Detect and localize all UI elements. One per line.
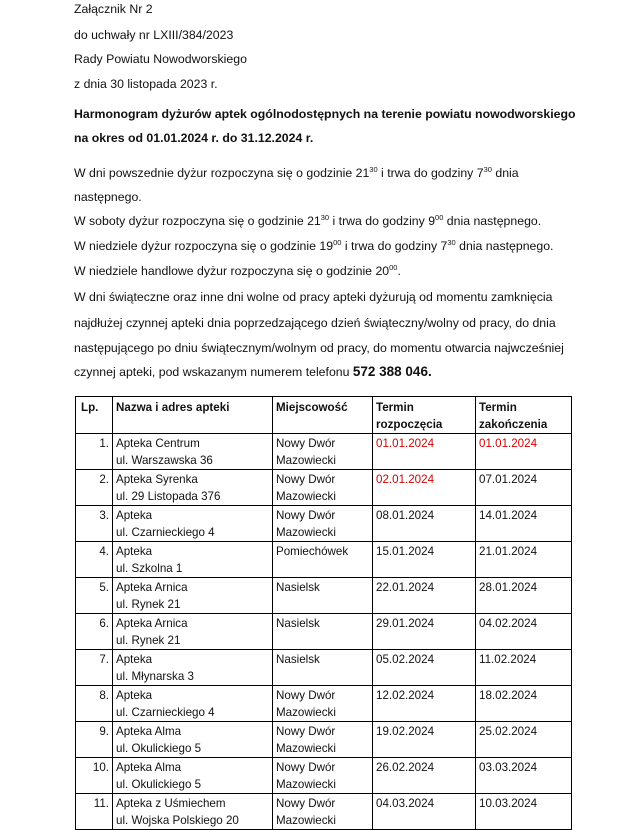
town-line-1: Nowy Dwór [276, 761, 336, 774]
phone-number: 572 388 046 [352, 364, 428, 379]
town-line-1: Nowy Dwór [276, 509, 336, 522]
cell-lp: 6. [76, 614, 113, 650]
table-row [76, 578, 572, 614]
cell-end-date: 25.02.2024 [476, 722, 572, 758]
duty-schedule-table [75, 396, 572, 830]
pharmacy-name: Apteka z Uśmiechem [116, 797, 226, 810]
cell-end-date: 10.03.2024 [476, 794, 572, 830]
cell-lp: 11. [76, 794, 113, 830]
pharmacy-name: Apteka Centrum [116, 437, 200, 450]
trade-sunday-text-a: W niedziele handlowe dyżur rozpoczyna się o godzinie 20 [74, 264, 390, 278]
cell-pharmacy [113, 650, 273, 686]
cell-pharmacy [113, 578, 273, 614]
document-title: Harmonogram dyżurów aptek ogólnodostępnych na terenie powiatu nowodworskiego [74, 107, 576, 121]
town-line-1: Nasielsk [276, 617, 320, 630]
table-header-row [76, 397, 572, 434]
cell-end-date: 14.01.2024 [476, 506, 572, 542]
cell-pharmacy [113, 542, 273, 578]
town-line-1: Nowy Dwór [276, 725, 336, 738]
cell-pharmacy [113, 614, 273, 650]
pharmacy-name: Apteka [116, 689, 153, 702]
cell-end-date: 11.02.2024 [476, 650, 572, 686]
cell-start-date: 19.02.2024 [373, 722, 476, 758]
pharmacy-address: ul. 29 Listopada 376 [116, 490, 221, 503]
town-line-2: Mazowiecki [276, 454, 336, 467]
header-end-line-2: zakończenia [479, 418, 548, 431]
saturday-sup-2: 00 [435, 213, 444, 222]
trade-sunday-sup: 00 [389, 263, 398, 272]
phone-period: . [427, 364, 432, 379]
pharmacy-name: Apteka Alma [116, 725, 182, 738]
pharmacy-name: Apteka Arnica [116, 581, 188, 594]
table-row [76, 614, 572, 650]
table-row [76, 470, 572, 506]
saturday-text-a: W soboty dyżur rozpoczyna się o godzinie 21 [74, 214, 321, 228]
pharmacy-address: ul. Rynek 21 [116, 598, 181, 611]
town-line-2: Mazowiecki [276, 742, 336, 755]
cell-start-date: 04.03.2024 [373, 794, 476, 830]
cell-end-date: 07.01.2024 [476, 470, 572, 506]
header-name: Nazwa i adres apteki [113, 397, 273, 434]
pharmacy-name: Apteka [116, 509, 153, 522]
cell-end-date: 18.02.2024 [476, 686, 572, 722]
cell-lp: 5. [76, 578, 113, 614]
town-line-1: Nasielsk [276, 653, 320, 666]
cell-lp: 9. [76, 722, 113, 758]
table-body [76, 434, 572, 830]
weekday-hours-cont: następnego. [74, 190, 142, 204]
cell-start-date: 01.01.2024 [373, 434, 476, 470]
sunday-sup-2: 30 [447, 238, 456, 247]
town-line-1: Nowy Dwór [276, 437, 336, 450]
holiday-rule-text: czynnej apteki, pod wskazanym numerem telefonu [74, 365, 353, 379]
town-line-2: Mazowiecki [276, 778, 336, 791]
trade-sunday-text-b: . [397, 264, 401, 278]
cell-pharmacy [113, 470, 273, 506]
sunday-hours [74, 239, 553, 253]
town-line-2: Mazowiecki [276, 526, 336, 539]
cell-start-date: 12.02.2024 [373, 686, 476, 722]
pharmacy-address: ul. Okulickiego 5 [116, 778, 202, 791]
saturday-text-c: dnia następnego. [443, 214, 542, 228]
table-row [76, 686, 572, 722]
town-line-2: Mazowiecki [276, 706, 336, 719]
weekday-text-a: W dni powszednie dyżur rozpoczyna się o godzinie 21 [74, 166, 370, 180]
cell-town [273, 686, 373, 722]
resolution-reference: do uchwały nr LXIII/384/2023 [74, 28, 234, 42]
cell-end-date: 01.01.2024 [476, 434, 572, 470]
pharmacy-name: Apteka [116, 653, 153, 666]
pharmacy-name: Apteka Arnica [116, 617, 188, 630]
pharmacy-address: ul. Czarnieckiego 4 [116, 526, 215, 539]
pharmacy-address: ul. Młynarska 3 [116, 670, 194, 683]
weekday-hours [74, 166, 519, 180]
holiday-rule-line-1: W dni świąteczne oraz inne dni wolne od pracy apteki dyżurują od momentu zamknięcia [74, 290, 553, 304]
cell-pharmacy [113, 434, 273, 470]
table-row [76, 434, 572, 470]
cell-start-date: 02.01.2024 [373, 470, 476, 506]
cell-lp: 8. [76, 686, 113, 722]
cell-town [273, 542, 373, 578]
pharmacy-address: ul. Okulickiego 5 [116, 742, 202, 755]
cell-end-date: 03.03.2024 [476, 758, 572, 794]
saturday-text-b: i trwa do godziny 9 [329, 214, 436, 228]
table-row [76, 758, 572, 794]
cell-lp: 7. [76, 650, 113, 686]
resolution-date: z dnia 30 listopada 2023 r. [74, 77, 218, 91]
town-line-1: Nowy Dwór [276, 473, 336, 486]
header-town: Miejscowość [273, 397, 373, 434]
town-line-2: Mazowiecki [276, 490, 336, 503]
cell-pharmacy [113, 794, 273, 830]
holiday-rule-line-4 [74, 364, 432, 379]
cell-lp: 1. [76, 434, 113, 470]
weekday-text-b: i trwa do godziny 7 [377, 166, 484, 180]
council-name: Rady Powiatu Nowodworskiego [74, 52, 247, 66]
cell-town [273, 794, 373, 830]
cell-town [273, 722, 373, 758]
attachment-number: Załącznik Nr 2 [74, 2, 153, 16]
pharmacy-name: Apteka Syrenka [116, 473, 198, 486]
pharmacy-address: ul. Szkolna 1 [116, 562, 183, 575]
table-row [76, 722, 572, 758]
pharmacy-name: Apteka Alma [116, 761, 182, 774]
table-row [76, 506, 572, 542]
table-row [76, 794, 572, 830]
pharmacy-address: ul. Czarnieckiego 4 [116, 706, 215, 719]
saturday-hours [74, 214, 541, 228]
cell-pharmacy [113, 686, 273, 722]
sunday-sup-1: 00 [333, 238, 342, 247]
cell-town [273, 578, 373, 614]
cell-lp: 4. [76, 542, 113, 578]
sunday-text-b: i trwa do godziny 7 [341, 239, 448, 253]
cell-start-date: 22.01.2024 [373, 578, 476, 614]
town-line-1: Nowy Dwór [276, 797, 336, 810]
sunday-text-c: dnia następnego. [455, 239, 554, 253]
document-period: na okres od 01.01.2024 r. do 31.12.2024 r. [74, 131, 314, 145]
weekday-text-c: dnia [491, 166, 519, 180]
cell-start-date: 26.02.2024 [373, 758, 476, 794]
weekday-sup-2: 30 [483, 165, 492, 174]
weekday-sup-1: 30 [369, 165, 378, 174]
cell-start-date: 08.01.2024 [373, 506, 476, 542]
holiday-rule-line-3: następującego po dniu świątecznym/wolnym od pracy, do momentu otwarcia najwcześniej [74, 341, 564, 355]
header-end [476, 397, 572, 434]
header-start [373, 397, 476, 434]
cell-lp: 2. [76, 470, 113, 506]
town-line-1: Nasielsk [276, 581, 320, 594]
cell-end-date: 21.01.2024 [476, 542, 572, 578]
pharmacy-address: ul. Wojska Polskiego 20 [116, 814, 239, 827]
trade-sunday-hours [74, 264, 401, 278]
town-line-1: Nowy Dwór [276, 689, 336, 702]
pharmacy-address: ul. Rynek 21 [116, 634, 181, 647]
cell-town [273, 470, 373, 506]
cell-town [273, 434, 373, 470]
cell-pharmacy [113, 722, 273, 758]
cell-town [273, 614, 373, 650]
cell-start-date: 05.02.2024 [373, 650, 476, 686]
header-lp: Lp. [76, 397, 113, 434]
pharmacy-name: Apteka [116, 545, 153, 558]
header-end-line-1: Termin [479, 401, 517, 414]
town-line-2: Mazowiecki [276, 814, 336, 827]
sunday-text-a: W niedziele dyżur rozpoczyna się o godzinie 19 [74, 239, 334, 253]
town-line-1: Pomiechówek [276, 545, 349, 558]
cell-town [273, 506, 373, 542]
cell-end-date: 28.01.2024 [476, 578, 572, 614]
table-row [76, 650, 572, 686]
header-start-line-1: Termin [376, 401, 414, 414]
cell-town [273, 650, 373, 686]
cell-lp: 3. [76, 506, 113, 542]
cell-town [273, 758, 373, 794]
cell-pharmacy [113, 506, 273, 542]
saturday-sup-1: 30 [320, 213, 330, 222]
header-start-line-2: rozpoczęcia [376, 418, 443, 431]
cell-pharmacy [113, 758, 273, 794]
table-row [76, 542, 572, 578]
cell-end-date: 04.02.2024 [476, 614, 572, 650]
cell-start-date: 29.01.2024 [373, 614, 476, 650]
pharmacy-address: ul. Warszawska 36 [116, 454, 213, 467]
holiday-rule-line-2: najdłużej czynnej apteki dnia poprzedzającego dzień świąteczny/wolny od pracy, do dnia [74, 316, 556, 330]
cell-lp: 10. [76, 758, 113, 794]
cell-start-date: 15.01.2024 [373, 542, 476, 578]
